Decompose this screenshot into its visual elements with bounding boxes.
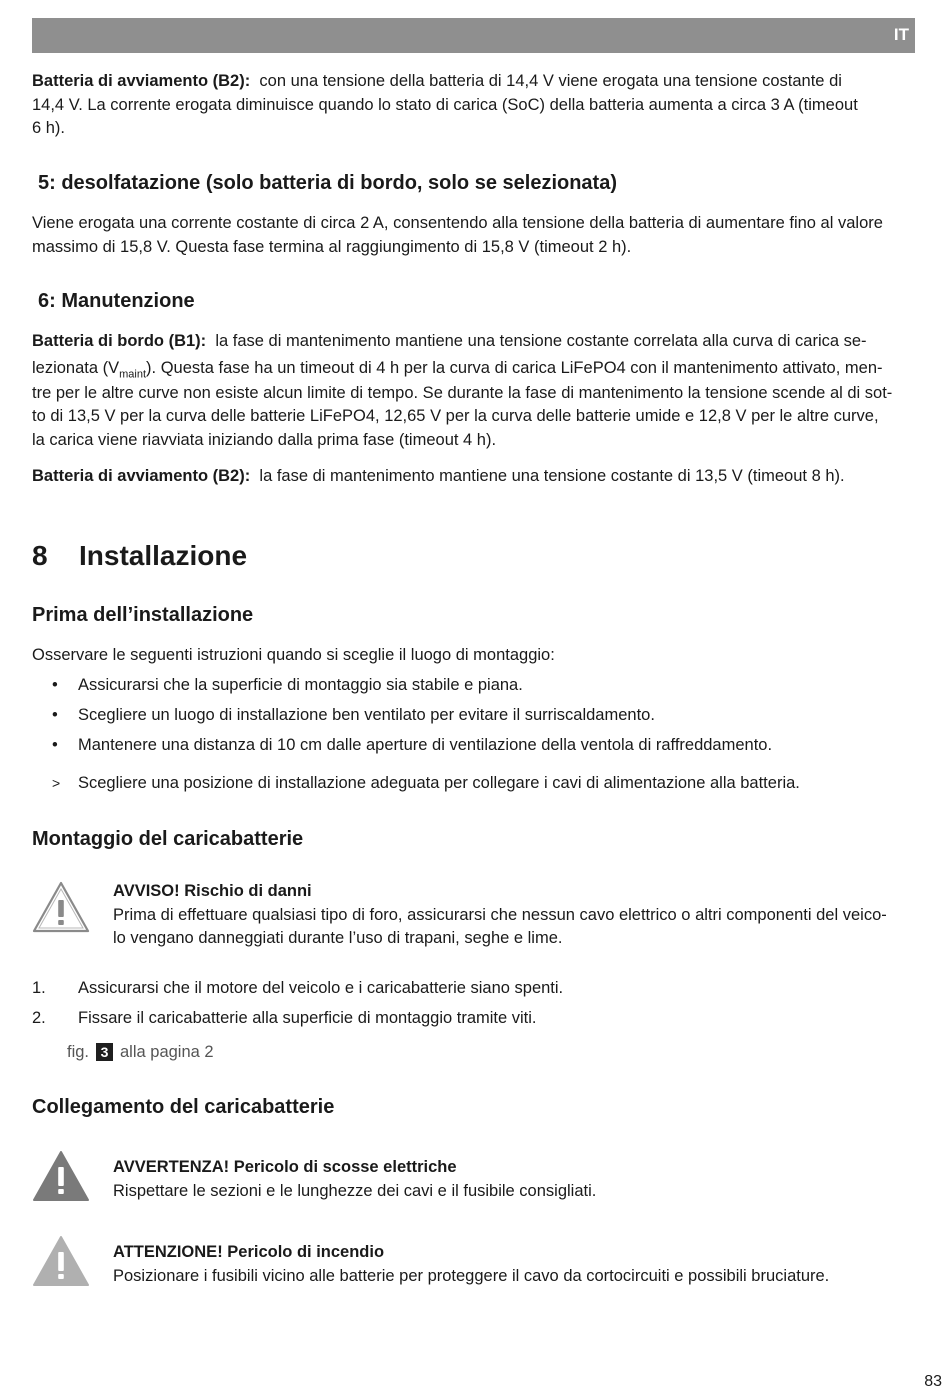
notice-text-line: lo vengano danneggiati durante l’uso di trapani, seghe e lime. <box>113 929 563 947</box>
section-5-body <box>32 212 922 259</box>
list-item <box>32 734 922 764</box>
warning-triangle-outline-icon <box>31 880 91 934</box>
caution-text: Posizionare i fusibili vicino alle batterie per proteggere il cavo da cortocircuiti e possibili bruciature. <box>113 1266 830 1285</box>
section-5-heading: 5: desolfatazione (solo batteria di bordo, solo se selezionata) <box>38 172 617 194</box>
warning-triangle-light-icon <box>31 1234 91 1288</box>
figure-reference[interactable] <box>67 1041 214 1065</box>
notice-title: AVVISO! Rischio di danni <box>113 882 312 900</box>
b2-paragraph <box>32 70 922 141</box>
action-item <box>32 772 922 802</box>
b2-text-line: 6 h). <box>32 119 66 137</box>
list-item-text: Mantenere una distanza di 10 cm dalle aperture di ventilazione della ventola di raffreddamento. <box>78 736 773 754</box>
step-text: Fissare il caricabatterie alla superficie di montaggio tramite viti. <box>78 1009 537 1027</box>
page-number: 83 <box>924 1373 942 1390</box>
list-item <box>32 674 922 704</box>
b1-label: Batteria di bordo (B1): <box>32 332 207 350</box>
collegamento-heading: Collegamento del caricabatterie <box>32 1096 335 1118</box>
vmaint-subscript: maint <box>119 367 147 380</box>
b1-paragraph <box>32 330 922 452</box>
action-marker: > <box>52 775 61 791</box>
language-tag: IT <box>893 25 909 44</box>
list-item <box>32 704 922 734</box>
warning-triangle-dark-icon <box>31 1149 91 1203</box>
step-number: 2. <box>32 1009 46 1027</box>
prima-intro: Osservare le seguenti istruzioni quando si sceglie il luogo di montaggio: <box>32 646 555 664</box>
fig-prefix: fig. <box>67 1043 90 1061</box>
prima-action <box>32 772 922 802</box>
section-6-heading: 6: Manutenzione <box>38 290 195 312</box>
b2-text-line: con una tensione della batteria di 14,4 V viene erogata una tensione costante di <box>259 72 842 90</box>
b1-text-line: tre per le altre curve non esiste alcun limite di tempo. Se durante la fase di mantenimento la tensione scende al di sot- <box>32 383 893 402</box>
fig-suffix: alla pagina 2 <box>120 1043 214 1061</box>
bullet: • <box>52 676 58 694</box>
bullet: • <box>52 736 58 754</box>
caution-box <box>113 1241 913 1288</box>
b2-text: la fase di mantenimento mantiene una tensione costante di 13,5 V (timeout 8 h). <box>259 467 845 485</box>
header-bar <box>32 18 915 53</box>
section-5-line: Viene erogata una corrente costante di circa 2 A, consentendo alla tensione della batteria di aumentare fino al valore <box>32 214 883 232</box>
montaggio-heading: Montaggio del caricabatterie <box>32 828 304 850</box>
prima-heading: Prima dell’installazione <box>32 604 254 626</box>
list-item-text: Scegliere un luogo di installazione ben ventilato per evitare il surriscaldamento. <box>78 706 655 724</box>
section-5-line: massimo di 15,8 V. Questa fase termina al raggiungimento di 15,8 V (timeout 2 h). <box>32 237 632 256</box>
prima-bullet-list <box>32 674 922 764</box>
b1-text-line: la fase di mantenimento mantiene una tensione costante correlata alla curva di carica se- <box>215 332 867 350</box>
notice-text-line: Prima di effettuare qualsiasi tipo di foro, assicurarsi che nessun cavo elettrico o altri componenti del veico- <box>113 905 887 924</box>
chapter-title: Installazione <box>79 540 248 571</box>
b2-label: Batteria di avviamento (B2): <box>32 467 251 485</box>
b1-text-line: ). Questa fase ha un timeout di 4 h per la curva di carica LiFePO4 con il mantenimento attivato, men- <box>146 358 883 377</box>
warning-text: Rispettare le sezioni e le lunghezze dei cavi e il fusibile consigliati. <box>113 1181 597 1200</box>
fig-number-badge: 3 <box>96 1043 114 1061</box>
bullet: • <box>52 706 58 724</box>
caution-title: ATTENZIONE! Pericolo di incendio <box>113 1243 385 1261</box>
b1-text-line: lezionata (V <box>32 358 120 377</box>
warning-title: AVVERTENZA! Pericolo di scosse elettriche <box>113 1158 457 1176</box>
warning-box <box>113 1156 913 1203</box>
step-item <box>32 977 922 1007</box>
b1-text-line: to di 13,5 V per la curva delle batterie LiFePO4, 12,65 V per la curva delle batterie umide e 12,8 V per le altre curve, <box>32 407 879 425</box>
chapter-number: 8 <box>32 540 48 571</box>
notice-box <box>113 880 913 951</box>
step-text: Assicurarsi che il motore del veicolo e i caricabatterie siano spenti. <box>78 979 564 997</box>
montaggio-steps <box>32 977 922 1037</box>
b1-text-line: la carica viene riavviata iniziando dalla prima fase (timeout 4 h). <box>32 430 497 449</box>
b2-text-line: 14,4 V. La corrente erogata diminuisce quando lo stato di carica (SoC) della batteria aumenta a circa 3 A (timeout <box>32 95 858 114</box>
step-item <box>32 1007 922 1037</box>
b2-label: Batteria di avviamento (B2): <box>32 72 251 90</box>
step-number: 1. <box>32 979 46 997</box>
action-text: Scegliere una posizione di installazione adeguata per collegare i cavi di alimentazione alla batteria. <box>78 774 800 792</box>
b2-maintenance-paragraph <box>32 465 922 489</box>
chapter-heading <box>32 540 247 572</box>
list-item-text: Assicurarsi che la superficie di montaggio sia stabile e piana. <box>78 676 523 694</box>
